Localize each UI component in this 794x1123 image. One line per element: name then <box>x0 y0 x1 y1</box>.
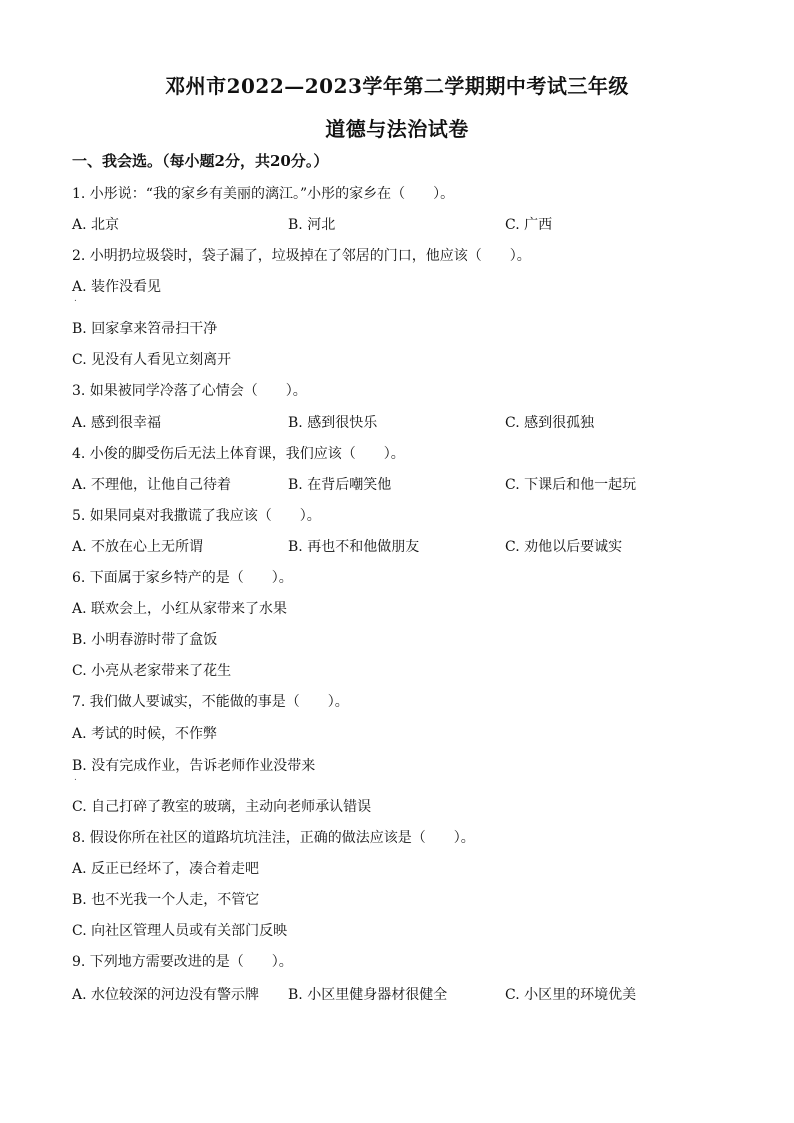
q8-option-c: C. 向社区管理人员或有关部门反映 <box>72 923 288 939</box>
q5-option-b: B. 再也不和他做朋友 <box>288 539 420 555</box>
q7-option-a: A. 考试的时候，不作弊 <box>72 726 218 742</box>
q8-option-a: A. 反正已经坏了，凑合着走吧 <box>72 861 260 877</box>
q4-option-c: C. 下课后和他一起玩 <box>505 477 637 493</box>
q2-option-c: C. 见没有人看见立刻离开 <box>72 352 232 368</box>
q7-option-c: C. 自己打碎了教室的玻璃，主动向老师承认错误 <box>72 799 372 815</box>
q6-option-c: C. 小亮从老家带来了花生 <box>72 663 232 679</box>
q5-option-a: A. 不放在心上无所谓 <box>72 539 204 555</box>
q9-option-c: C. 小区里的环境优美 <box>505 987 637 1003</box>
q6-option-a: A. 联欢会上，小红从家带来了水果 <box>72 601 288 617</box>
q2-option-a: A. 装作没看见 <box>72 279 162 295</box>
exam-title: 邓州市2022—2023学年第二学期期中考试三年级 <box>165 74 629 98</box>
q1-option-a: A. 北京 <box>72 217 120 233</box>
q3-option-b: B. 感到很快乐 <box>288 415 378 431</box>
q8-option-b: B. 也不光我一个人走，不管它 <box>72 892 260 908</box>
q7-option-b: B. 没有完成作业，告诉老师作业没带来 <box>72 758 316 774</box>
question-7: 7. 我们做人要诚实，不能做的事是（ ）。 <box>72 694 349 710</box>
question-9: 9. 下列地方需要改进的是（ ）。 <box>72 954 293 970</box>
q6-option-b: B. 小明春游时带了盒饭 <box>72 632 218 648</box>
q1-option-b: B. 河北 <box>288 217 336 233</box>
q9-option-b: B. 小区里健身器材很健全 <box>288 987 448 1003</box>
question-1: 1. 小彤说：“我的家乡有美丽的漓江。”小彤的家乡在（ ）。 <box>72 186 455 202</box>
q3-option-a: A. 感到很幸福 <box>72 415 162 431</box>
q1-option-c: C. 广西 <box>505 217 553 233</box>
exam-subtitle: 道德与法治试卷 <box>325 117 469 141</box>
question-5: 5. 如果同桌对我撒谎了我应该（ ）。 <box>72 508 321 524</box>
section-heading: 一、我会选。（每小题2分，共20分。） <box>72 152 329 170</box>
question-4: 4. 小俊的脚受伤后无法上体育课，我们应该（ ）。 <box>72 446 405 462</box>
question-3: 3. 如果被同学冷落了心情会（ ）。 <box>72 383 307 399</box>
q3-option-c: C. 感到很孤独 <box>505 415 595 431</box>
question-6: 6. 下面属于家乡特产的是（ ）。 <box>72 570 293 586</box>
q9-option-a: A. 水位较深的河边没有警示牌 <box>72 987 260 1003</box>
q5-option-c: C. 劝他以后要诚实 <box>505 539 623 555</box>
stray-dot: . <box>74 294 77 304</box>
stray-dot: . <box>74 773 77 783</box>
question-2: 2. 小明扔垃圾袋时，袋子漏了，垃圾掉在了邻居的门口，他应该（ ）。 <box>72 248 531 264</box>
question-8: 8. 假设你所在社区的道路坑坑洼洼，正确的做法应该是（ ）。 <box>72 830 475 846</box>
q2-option-b: B. 回家拿来笤帚扫干净 <box>72 321 218 337</box>
q4-option-a: A. 不理他，让他自己待着 <box>72 477 232 493</box>
q4-option-b: B. 在背后嘲笑他 <box>288 477 392 493</box>
